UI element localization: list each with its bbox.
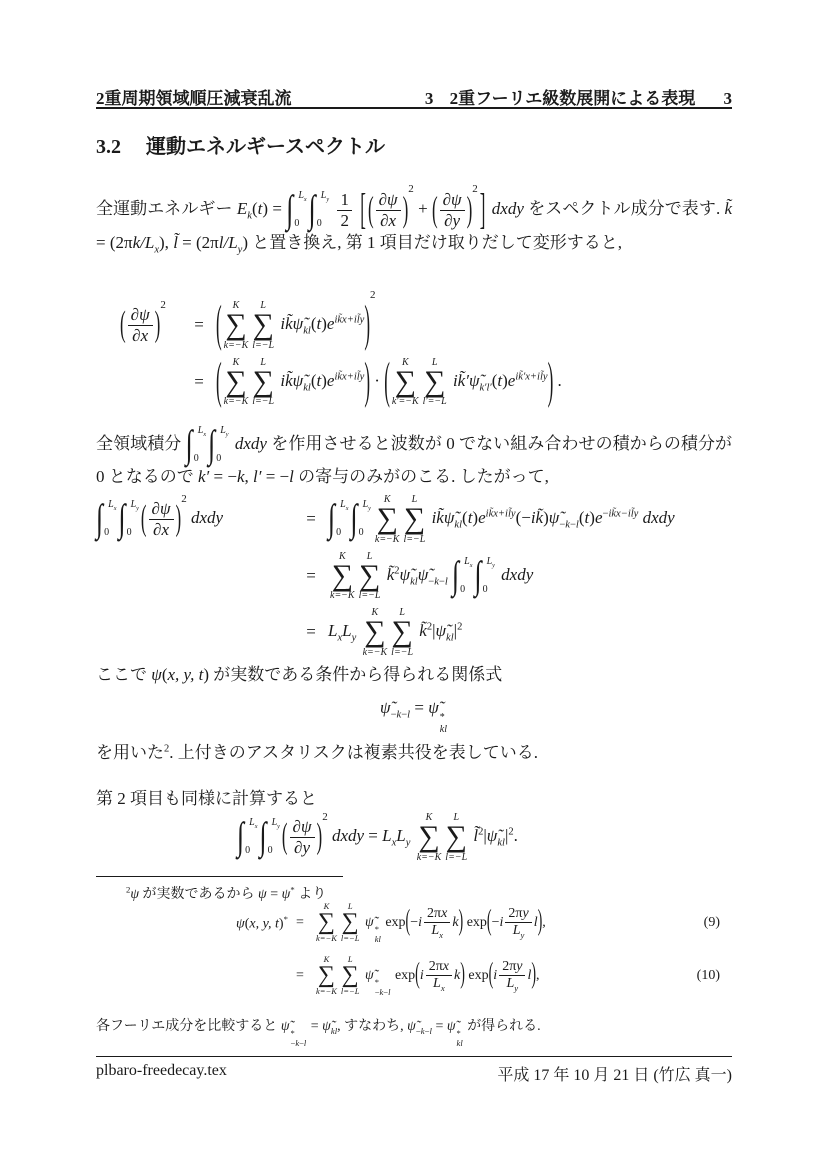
equation-line <box>120 288 562 353</box>
paragraph-domain-integral: 全領域積分 ∫ $L_x$ 0 ∫ $L_y$ 0 dxdy を作用させると波数が 0 でない組み合わせの積からの積分が 0 となるので k′ = −k, l′ = −l の寄与のみがのこる. したがって, <box>96 422 733 486</box>
equation-rhs: ∫ $L_x$ 0 ∫ $L_y$ 0 K ∑ k=−K L ∑ l=−L $ik̃\psĩ_{kl}(t)e^{ik̃x+il̃y}(-ik̃)\psĩ_{-k-l}(t)e^{-ik̃x-il̃y}$ dxdy <box>328 494 675 545</box>
equals-sign: = <box>194 315 204 335</box>
equation-line <box>96 607 675 658</box>
equals-sign: = <box>306 509 316 529</box>
equation-number: (9) <box>703 915 720 931</box>
footnote-reality-line: $^2$ψ が実数であるから ψ = ψ* より <box>126 884 327 902</box>
section-number: 3.2 <box>96 136 121 158</box>
page-header <box>96 84 732 109</box>
equals-sign: = <box>296 915 304 931</box>
header-rule <box>96 107 732 109</box>
footnote-rule <box>96 876 343 877</box>
header-running-title: 2重周期領域順圧減衰乱流 <box>96 89 292 108</box>
equation-rhs: ( K ∑ k=−K L ∑ l=−L $ik̃\psĩ_{kl}(t)e^{ik̃x+il̃y})^2$ <box>216 288 376 353</box>
equation-integral-dpsidy: ∫ $L_x$ 0 ∫ $L_y$ 0 ( $\frac{\partial\psi}{\partial y}$ )$^2$ dxdy = $L_xL_y$ K ∑ k=−K L ∑ l=−L $l̃^2|\psĩ_{kl}|^2$. <box>237 810 518 863</box>
equation-lhs: ( $\frac{\partial\psi}{\partial x}$ )$^2$ <box>120 298 166 345</box>
equals-sign: = <box>306 622 316 642</box>
footnote-equation-10 <box>96 955 732 997</box>
header-section-title: 2重フーリエ級数展開による表現 <box>449 89 696 108</box>
equation-line <box>236 902 732 944</box>
equation-line <box>286 955 732 997</box>
equals-sign: = <box>296 968 304 984</box>
equation-rhs: ( K ∑ k=−K L ∑ l=−L $ik̃\psĩ_{kl}(t)e^{ik̃x+il̃y}$) · ( K ∑ k′=−K L ∑ l′=−L $ik̃'\psĩ_{k'l'}(t)e^{ik̃'x+il̃y}$) . <box>216 351 562 409</box>
equation-line <box>96 551 675 602</box>
page-content <box>96 0 732 1169</box>
equation-lhs: ψ(x, y, t)* <box>236 913 288 932</box>
footnote-comparison-line: 各フーリエ成分を比較すると ψ̃ * −k−l = $\psĩ_{kl}$, すなわち, $\psĩ_{-k-l}$ = ψ̃ * kl が得られる. <box>96 1019 541 1048</box>
header-section-number: 3 <box>424 89 434 108</box>
section-heading <box>96 130 385 159</box>
equation-lhs: ∫ $L_x$ 0 ∫ $L_y$ 0 ( $\frac{\partial\psi}{\partial x}$ )$^2$ dxdy <box>96 492 224 541</box>
equation-line <box>120 351 562 409</box>
footer-date-author: 平成 17 年 10 月 21 日 (竹広 真一) <box>497 1067 732 1084</box>
header-page-number: 3 <box>723 89 732 108</box>
equation-number: (10) <box>696 968 720 984</box>
equation-conjugate-relation: $\psĩ_{-k-l}$ = ψ̃ * kl <box>380 698 447 735</box>
paragraph-second-term: 第 2 項目も同様に計算すると <box>96 789 317 808</box>
equation-rhs: K ∑ k=−K L ∑ l=−L $k̃^2\psĩ_{kl}\psĩ_{-k-l}$ ∫ $L_x$ 0 ∫ $L_y$ 0 dxdy <box>330 550 534 601</box>
equation-rhs: K ∑ k=−K L ∑ l=−L ψ̃ * kl exp(−i $\frac{2\pi x}{L_x}$ k) exp(−i $\frac{2\pi y}{L_y}$ l), <box>316 901 546 944</box>
equation-rhs: $L_xL_y$ K ∑ k=−K L ∑ l=−L $k̃^2|\psĩ_{kl}|^2$ <box>328 607 463 658</box>
equals-sign: = <box>306 565 316 585</box>
equation-line <box>96 494 675 545</box>
page-footer <box>96 1062 732 1085</box>
equation-rhs: K ∑ k=−K L ∑ l=−L ψ̃ * −k−l exp(i $\frac{2\pi x}{L_x}$ k) exp(i $\frac{2\pi y}{L_y}$ l), <box>316 954 540 997</box>
section-title: 運動エネルギースペクトル <box>146 136 385 158</box>
footnote-equation-9 <box>96 902 732 944</box>
footer-filename: plbaro-freedecay.tex <box>96 1062 227 1079</box>
paragraph-reality-condition: ここで ψ(x, y, t) が実数である条件から得られる関係式 <box>96 665 503 684</box>
header-right <box>425 84 732 109</box>
equation-integral-dpsidx <box>96 494 675 664</box>
paragraph-energy-definition: 全運動エネルギー $E_k(t)$ = ∫ $L_x$ 0 ∫ $L_y$ 0 $\frac{1}{2}$ [ ( $\frac{\partial\psi}{\partial x}$ )$^2$ + ( $\frac{\partial\psi}{\partial y}$ )$^2$ ] dxdy をスペクトル成分で表す. k̃ = $(2\pi k/L_x)$, l̃ = $(2\pi l/L_y)$ と置き換え, 第 1 項目だけ取りだして変形すると, <box>96 183 733 256</box>
footer-rule <box>96 1056 732 1057</box>
equals-sign: = <box>194 371 204 391</box>
equation-dpsidx-expansion <box>120 288 562 413</box>
paragraph-asterisk-note: を用いた$^2$. 上付きのアスタリスクは複素共役を表している. <box>96 743 538 762</box>
